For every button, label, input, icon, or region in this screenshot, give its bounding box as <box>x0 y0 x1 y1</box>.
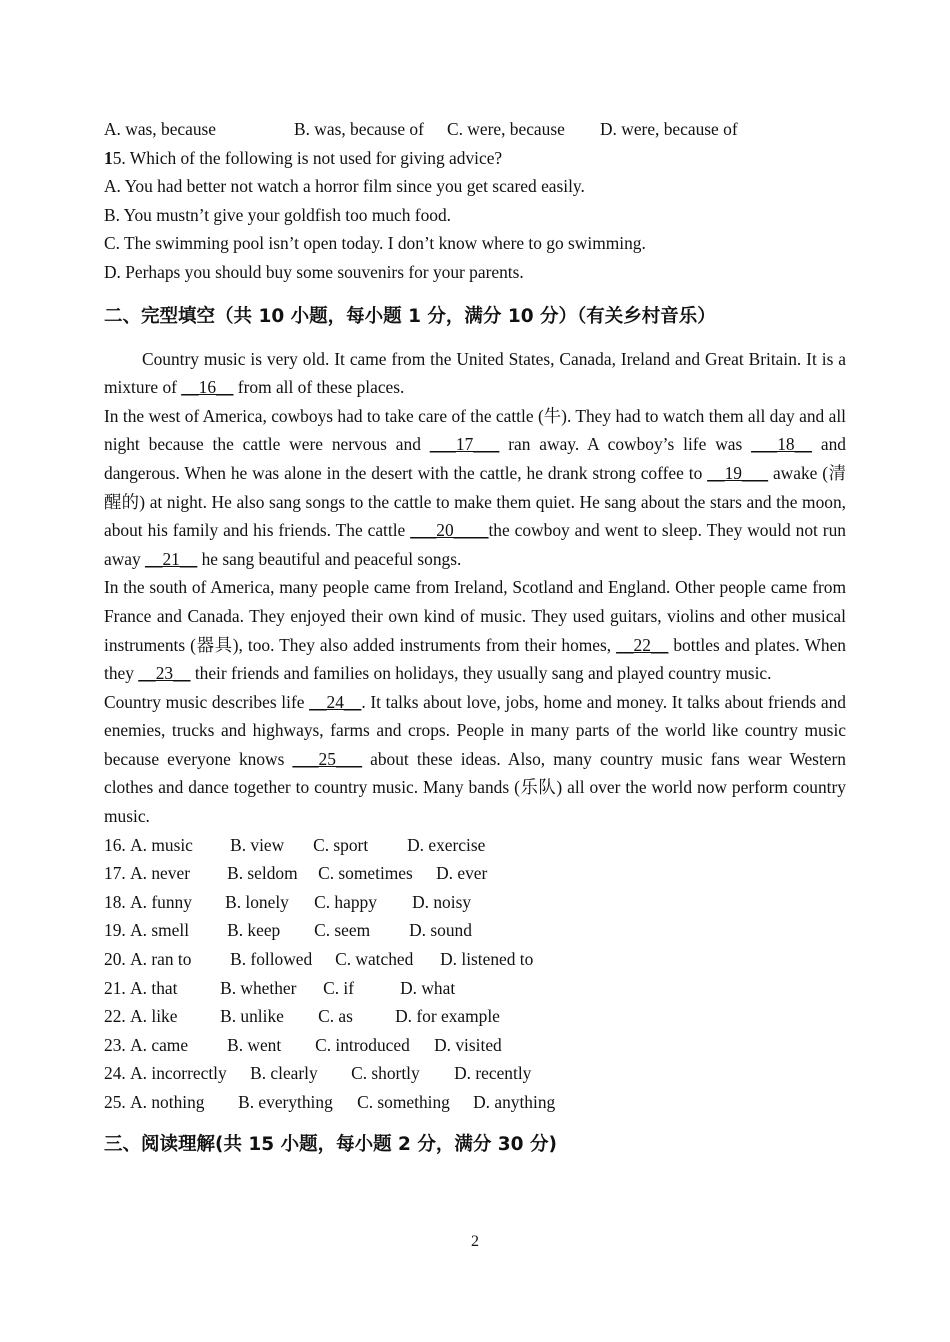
choice-row-22 <box>104 1002 846 1031</box>
choice-number: 16. <box>104 834 126 855</box>
passage-paragraph-2 <box>104 402 846 574</box>
passage-paragraph-1 <box>104 345 846 402</box>
blank-24: __24__ <box>309 691 362 712</box>
page-number: 2 <box>471 1233 479 1250</box>
passage-text: Country music is very old. It came from the United States, Canada, Ireland and Great Britain. It is a mixture of <box>104 348 846 398</box>
choice-option-b: B. seldom <box>227 863 298 884</box>
choice-option-a: A. funny <box>130 891 192 912</box>
choice-number: 24. <box>104 1063 126 1084</box>
choice-option-a: A. came <box>130 1034 189 1055</box>
choice-option-d: D. listened to <box>440 949 534 970</box>
blank-17: ___17___ <box>429 434 500 455</box>
choice-option-c: C. seem <box>314 920 371 941</box>
choice-option-a: A. music <box>130 834 193 855</box>
choice-option-a: A. ran to <box>130 949 192 970</box>
choice-option-a: A. never <box>130 863 190 884</box>
choice-option-d: D. noisy <box>412 891 472 912</box>
choice-option-c: C. happy <box>314 891 377 912</box>
choice-row-18 <box>104 888 846 917</box>
choice-option-a: A. nothing <box>130 1092 205 1112</box>
choice-option-a: A. like <box>130 1006 178 1027</box>
q14-option-d: D. were, because of <box>600 119 738 139</box>
blank-25: ___25___ <box>292 748 363 769</box>
choice-option-a: A. that <box>130 977 178 998</box>
passage-text: the cowboy and went to sleep. They would not run away <box>104 520 846 569</box>
q14-option-b: B. was, because of <box>294 119 424 139</box>
choice-row-23 <box>104 1031 846 1060</box>
passage-paragraph-3 <box>104 573 846 687</box>
choice-number: 25. <box>104 1092 126 1112</box>
choice-row-21 <box>104 974 846 1003</box>
passage-text: about these ideas. Also, many country music fans wear Western clothes and dance together to country music. Many bands (乐队) all over the world now perform country music. <box>104 748 846 827</box>
passage-text: In the south of America, many people came from Ireland, Scotland and England. Other people came from France and Canada. They enjoyed their own kind of music. They used guitars, violins and other musical instruments (器具), too. They also added instruments from their homes, <box>104 577 846 655</box>
passage-text: In the west of America, cowboys had to take care of the cattle (牛). They had to watch them all day and all night because the cattle were nervous and <box>104 405 846 455</box>
passage-paragraph-4 <box>104 688 846 831</box>
blank-20: ___20____ <box>410 520 489 541</box>
q15-number-rest: 5. <box>112 147 126 168</box>
q15-number-bold: 1 <box>104 147 113 168</box>
choice-option-c: C. something <box>357 1092 450 1112</box>
choice-number: 18. <box>104 891 126 912</box>
section-3-title: 三、阅读理解(共 15 小题，每小题 2 分，满分 30 分) <box>104 1133 557 1155</box>
section-2-title: 二、完型填空（共 10 小题，每小题 1 分，满分 10 分）（有关乡村音乐） <box>104 305 716 327</box>
choice-number: 22. <box>104 1006 126 1027</box>
choice-option-d: D. what <box>400 977 456 998</box>
choice-option-c: C. sport <box>313 834 369 855</box>
choice-number: 20. <box>104 949 126 970</box>
choice-option-d: D. visited <box>434 1034 502 1055</box>
choice-number: 21. <box>104 977 126 998</box>
q15-option-b: B. You mustn’t give your goldfish too much food. <box>104 204 452 225</box>
passage-text: ran away. A cowboy’s life was <box>499 434 752 455</box>
blank-23: __23__ <box>138 663 191 684</box>
choice-option-d: D. sound <box>409 920 472 941</box>
q15-stem-text: Which of the following is not used for giving advice? <box>125 147 503 168</box>
choice-option-b: B. whether <box>220 977 297 998</box>
choice-row-16 <box>104 831 846 860</box>
choice-option-b: B. view <box>230 834 285 855</box>
choice-option-d: D. recently <box>454 1063 532 1084</box>
choice-option-b: B. everything <box>238 1092 333 1112</box>
passage-text: . It talks about love, jobs, home and money. It talks about friends and enemies, trucks and highways, farms and crops. People in many parts of the world like country music because everyone knows <box>104 691 846 769</box>
passage-text: their friends and families on holidays, they usually sang and played country music. <box>190 663 772 684</box>
choice-option-d: D. exercise <box>407 834 486 855</box>
exam-page <box>104 115 846 1159</box>
q15-option-a: A. You had better not watch a horror film since you get scared easily. <box>104 176 585 197</box>
choice-option-b: B. followed <box>230 949 313 970</box>
choice-option-b: B. clearly <box>250 1063 318 1084</box>
choice-row-20 <box>104 945 846 974</box>
choice-option-d: D. for example <box>395 1006 500 1027</box>
choice-number: 19. <box>104 920 126 941</box>
choice-number: 23. <box>104 1034 126 1055</box>
q15-option-d: D. Perhaps you should buy some souvenirs for your parents. <box>104 261 524 282</box>
passage-text: awake (清醒的) at night. He also sang songs to the cattle to make them quiet. He sang about the stars and the moon, about his family and his friends. The cattle <box>104 462 846 541</box>
passage-text: he sang beautiful and peaceful songs. <box>197 548 462 569</box>
choice-option-b: B. unlike <box>220 1006 284 1027</box>
choice-option-a: A. incorrectly <box>130 1063 227 1084</box>
choice-option-a: A. smell <box>130 920 190 941</box>
choice-number: 17. <box>104 863 126 884</box>
blank-22: __22__ <box>616 634 669 655</box>
q15-stem <box>104 144 846 173</box>
choice-row-19 <box>104 916 846 945</box>
q14-options-line <box>104 115 846 144</box>
choice-option-d: D. anything <box>473 1092 556 1112</box>
blank-16: __16__ <box>181 377 234 398</box>
blank-18: ___18__ <box>751 434 812 455</box>
choice-list <box>104 831 846 1117</box>
choice-row-24 <box>104 1059 846 1088</box>
choice-option-b: B. lonely <box>225 891 289 912</box>
passage-text: and dangerous. When he was alone in the desert with the cattle, he drank strong coffee to <box>104 434 846 483</box>
q15-option-c: C. The swimming pool isn’t open today. I don’t know where to go swimming. <box>104 233 646 254</box>
passage-text: from all of these places. <box>233 377 405 398</box>
choice-option-b: B. went <box>227 1034 282 1055</box>
choice-option-c: C. sometimes <box>318 863 413 884</box>
passage-text: bottles and plates. When they <box>104 634 846 684</box>
passage-text: Country music describes life <box>104 691 310 712</box>
q14-option-a: A. was, because <box>104 119 217 139</box>
choice-option-c: C. as <box>318 1006 353 1027</box>
choice-option-c: C. if <box>323 977 355 998</box>
choice-row-25 <box>104 1088 846 1117</box>
choice-option-b: B. keep <box>227 920 281 941</box>
choice-option-d: D. ever <box>436 863 488 884</box>
choice-row-17 <box>104 859 846 888</box>
q14-option-c: C. were, because <box>447 119 565 139</box>
blank-21: __21__ <box>145 548 198 569</box>
choice-option-c: C. shortly <box>351 1063 420 1084</box>
blank-19: __19___ <box>707 462 769 483</box>
choice-option-c: C. watched <box>335 949 414 970</box>
choice-option-c: C. introduced <box>315 1034 410 1055</box>
